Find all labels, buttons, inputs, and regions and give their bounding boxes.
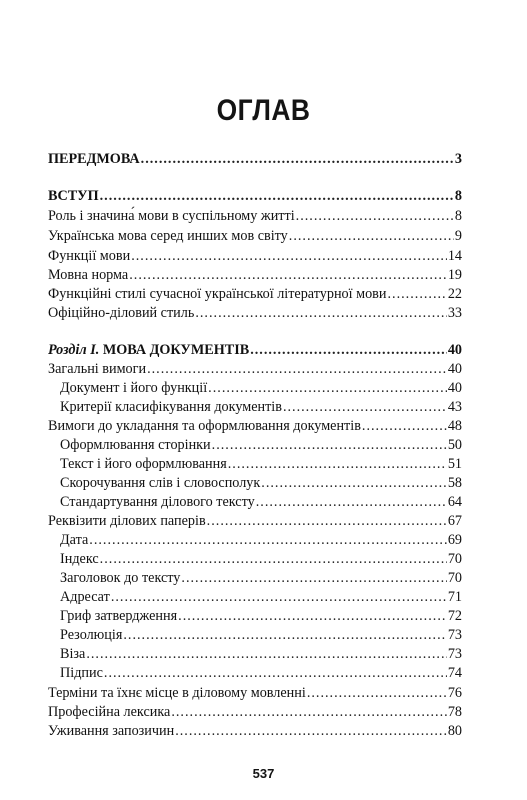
- toc-entry: [48, 266, 462, 285]
- toc-entry-title: Вимоги до укладання та оформлювання документів: [48, 418, 361, 434]
- toc-entry-title: Мовна норма: [48, 267, 129, 283]
- dot-leader: [289, 227, 454, 246]
- toc-entry-title: Українська мова серед инших мов світу: [48, 228, 288, 244]
- toc-entry: [60, 531, 462, 550]
- toc-entry-title: Терміни та їхнє місце в діловому мовленні: [48, 685, 306, 701]
- page-title: ОГЛАВ: [216, 94, 311, 127]
- toc-entry-page: 73: [447, 627, 462, 643]
- toc-entry: [48, 703, 462, 722]
- toc-entry: [60, 626, 462, 645]
- toc-entry-page: 78: [447, 704, 462, 720]
- toc-section-prefix: Розділ I.: [48, 342, 100, 358]
- dot-leader: [100, 550, 447, 569]
- dot-leader: [123, 626, 446, 645]
- dot-leader: [212, 436, 447, 455]
- dot-leader: [111, 588, 447, 607]
- dot-leader: [195, 304, 446, 323]
- toc-entry-page: 48: [447, 418, 462, 434]
- toc-entry-page: 8: [454, 188, 462, 204]
- toc-entry: [60, 645, 462, 664]
- toc-entry: [60, 607, 462, 626]
- dot-leader: [296, 207, 454, 226]
- toc-entry-title: Оформлювання сторінки: [60, 437, 211, 453]
- toc-entry: [60, 493, 462, 512]
- dot-leader: [178, 607, 447, 626]
- dot-leader: [181, 569, 446, 588]
- toc-entry-title: Текст і його оформлювання: [60, 456, 227, 472]
- toc-entry-page: 51: [447, 456, 462, 472]
- toc-entry-page: 22: [447, 286, 462, 302]
- toc-entry: [48, 187, 462, 206]
- toc-entry-page: 70: [447, 570, 462, 586]
- toc-entry: [60, 455, 462, 474]
- toc-entry: [48, 684, 462, 703]
- toc-entry-page: 43: [447, 399, 462, 415]
- page-number: 537: [252, 766, 275, 781]
- dot-leader: [131, 247, 447, 266]
- toc-entry-title: Роль і значина́ мови в суспільному житті: [48, 208, 295, 224]
- toc-entry-title: Індекс: [60, 551, 99, 567]
- toc-entry: [60, 436, 462, 455]
- toc-entry-title: ПЕРЕДМОВА: [48, 151, 140, 167]
- dot-leader: [283, 398, 447, 417]
- dot-leader: [250, 341, 447, 360]
- toc-entry: [48, 247, 462, 266]
- toc-entry-title: ВСТУП: [48, 188, 99, 204]
- toc-entry-title: Функційні стилі сучасної української літературної мови: [48, 286, 387, 302]
- toc-entry-title: Функції мови: [48, 248, 131, 264]
- toc-entry-page: 73: [447, 646, 462, 662]
- toc-section-title: МОВА ДОКУМЕНТІВ: [99, 342, 250, 358]
- toc-entry: [48, 512, 462, 531]
- dot-leader: [86, 645, 447, 664]
- toc-entry-title: Резолюція: [60, 627, 123, 643]
- toc-entry-page: 9: [454, 228, 462, 244]
- dot-leader: [228, 455, 447, 474]
- toc-entry-page: 70: [447, 551, 462, 567]
- toc-entry-page: 33: [447, 305, 462, 321]
- dot-leader: [129, 266, 447, 285]
- toc-entry: [60, 379, 462, 398]
- toc-entry: [48, 285, 462, 304]
- toc-entry: [48, 360, 462, 379]
- toc-entry: [60, 474, 462, 493]
- toc-entry-title: Дата: [60, 532, 89, 548]
- toc-entry-page: 71: [447, 589, 462, 605]
- toc-entry-title: Професійна лексика: [48, 704, 171, 720]
- toc-entry-title: Підпис: [60, 665, 103, 681]
- toc-entry-page: 19: [447, 267, 462, 283]
- toc-entry: [48, 417, 462, 436]
- dot-leader: [141, 150, 454, 169]
- toc-entry-title: Загальні вимоги: [48, 361, 147, 377]
- dot-leader: [207, 512, 447, 531]
- dot-leader: [362, 417, 447, 436]
- dot-leader: [104, 664, 447, 683]
- toc-entry-page: 74: [447, 665, 462, 681]
- dot-leader: [208, 379, 447, 398]
- toc-entry: [48, 722, 462, 741]
- toc-entry-title: Скорочування слів і словосполук: [60, 475, 261, 491]
- toc-entry-title: [48, 341, 249, 360]
- toc-entry-title: Офіційно-діловий стиль: [48, 305, 195, 321]
- toc-entry-page: 69: [447, 532, 462, 548]
- toc-entry: [60, 569, 462, 588]
- toc-entry-page: 50: [447, 437, 462, 453]
- toc-entry-page: 40: [447, 361, 462, 377]
- toc-entry-page: 58: [447, 475, 462, 491]
- dot-leader: [261, 474, 447, 493]
- toc-entry-title: Адресат: [60, 589, 110, 605]
- toc-entry-title: Стандартування ділового тексту: [60, 494, 255, 510]
- dot-leader: [387, 285, 446, 304]
- dot-leader: [147, 360, 447, 379]
- dot-leader: [307, 684, 447, 703]
- toc-entry-page: 14: [447, 248, 462, 264]
- toc-entry-title: Документ і його функції: [60, 380, 208, 396]
- toc-entry-page: 72: [447, 608, 462, 624]
- toc-entry: [48, 150, 462, 169]
- toc-entry-title: Заголовок до тексту: [60, 570, 181, 586]
- dot-leader: [100, 187, 454, 206]
- toc-entry-page: 8: [454, 208, 462, 224]
- toc-entry-page: 64: [447, 494, 462, 510]
- toc-entry-page: 40: [447, 342, 462, 358]
- toc-entry-page: 76: [447, 685, 462, 701]
- toc-entry-title: Уживання запозичин: [48, 723, 175, 739]
- toc-entry: [48, 207, 462, 226]
- dot-leader: [256, 493, 447, 512]
- toc-entry: [60, 588, 462, 607]
- dot-leader: [89, 531, 447, 550]
- toc-entry: [48, 227, 462, 246]
- dot-leader: [171, 703, 446, 722]
- toc-entry-page: 80: [447, 723, 462, 739]
- toc-entry-title: Гриф затвердження: [60, 608, 178, 624]
- toc-entry-page: 67: [447, 513, 462, 529]
- toc-entry-title: Критерії класифікування документів: [60, 399, 282, 415]
- toc-entry-page: 40: [447, 380, 462, 396]
- toc-entry: [60, 664, 462, 683]
- toc-entry: [48, 304, 462, 323]
- toc-entry-title: Реквізити ділових паперів: [48, 513, 206, 529]
- toc-entry: [48, 341, 462, 360]
- toc-entry: [60, 550, 462, 569]
- dot-leader: [175, 722, 447, 741]
- toc-entry-title: Віза: [60, 646, 86, 662]
- toc-entry: [60, 398, 462, 417]
- toc-entry-page: 3: [454, 151, 462, 167]
